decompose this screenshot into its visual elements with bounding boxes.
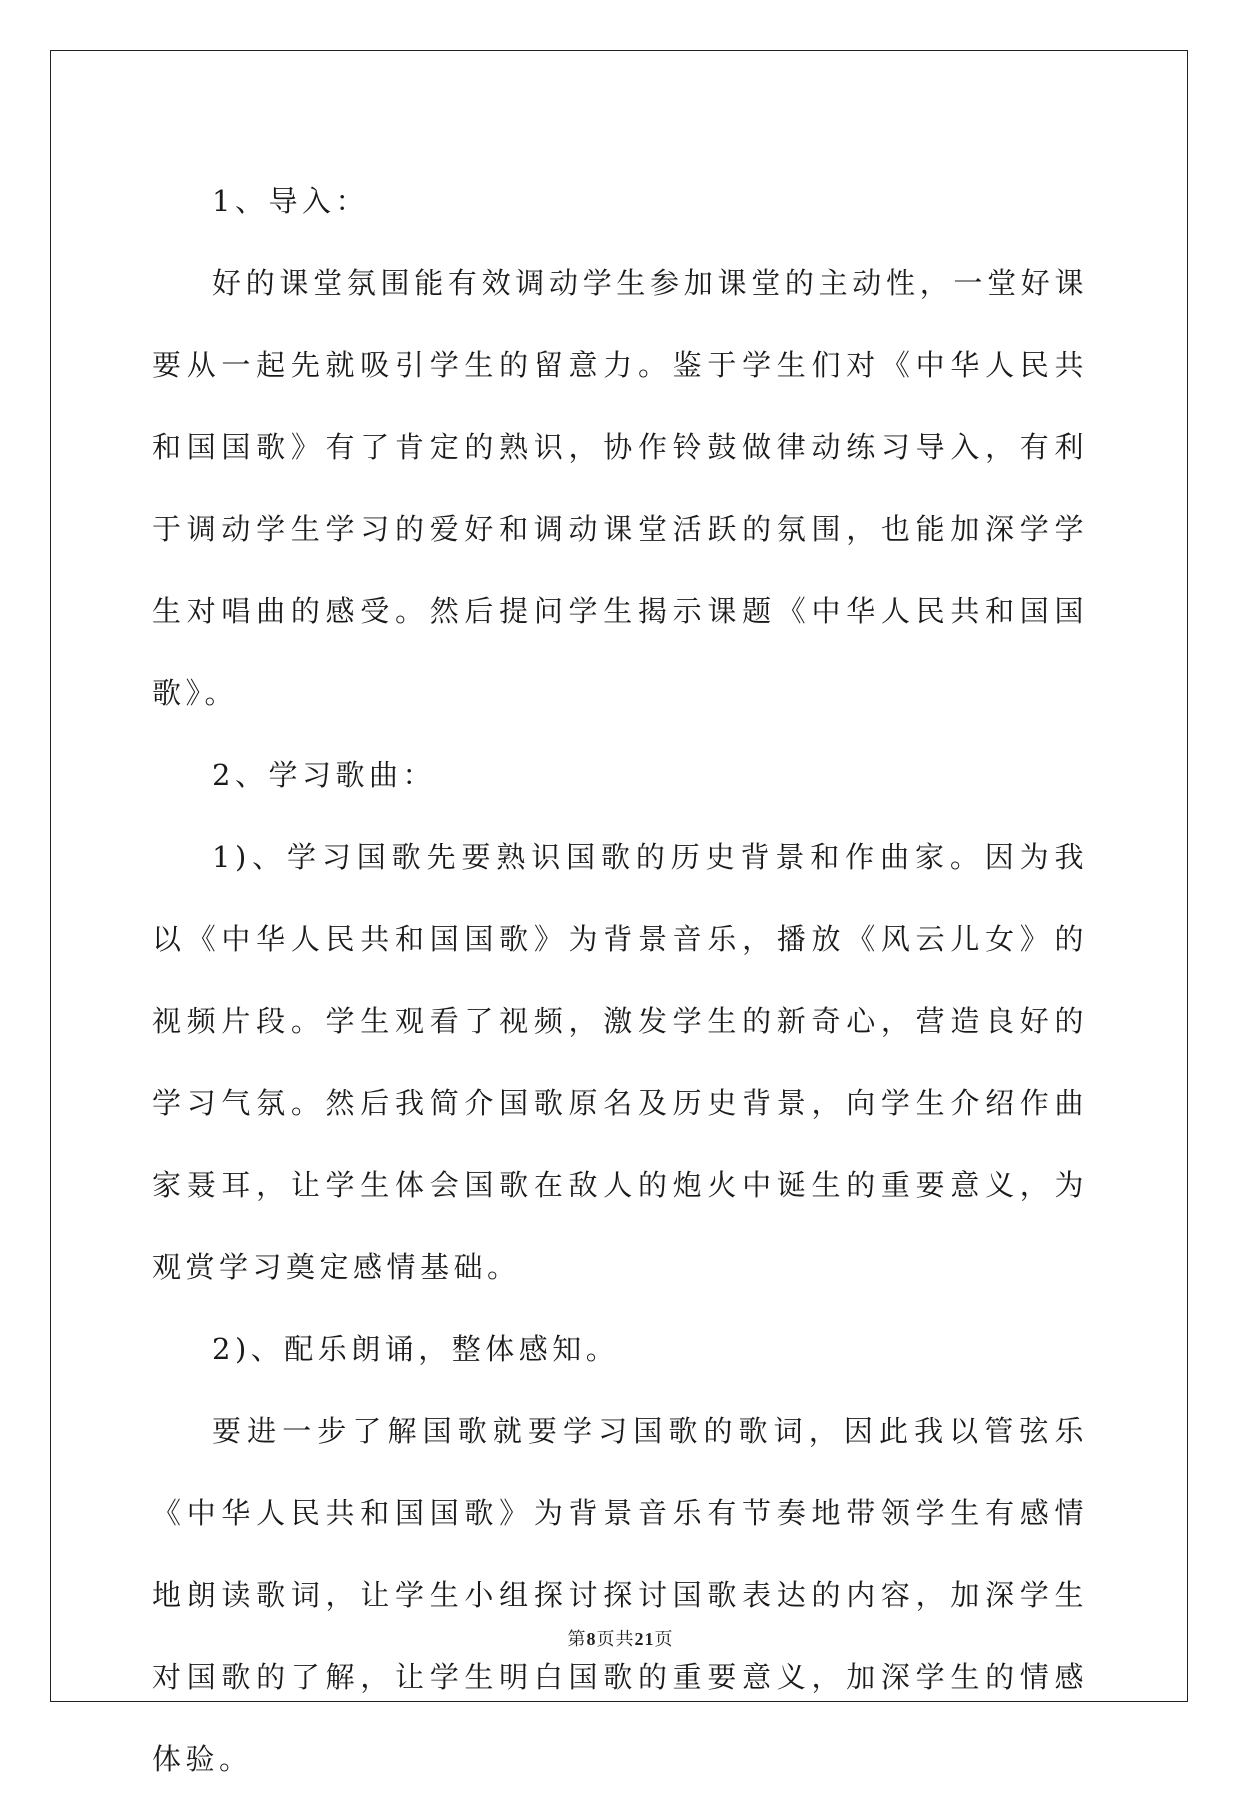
footer-prefix: 第 — [567, 1629, 587, 1650]
heading-recitation: 2)、配乐朗诵，整体感知。 — [212, 1332, 620, 1366]
footer-page-suffix: 页 — [596, 1629, 616, 1650]
paragraph-lyrics: 要进一步了解国歌就要学习国歌的歌词，因此我以管弦乐《中华人民共和国国歌》为背景音乐有节奏地带领学生有感情地朗读歌词，让学生小组探讨探讨国歌表达的内容，加深学生对国歌的了解，让学生明白国歌的重要意义，加深学生的情感体验。 — [152, 1414, 1088, 1776]
footer-total-prefix: 共 — [615, 1629, 635, 1650]
page-footer — [0, 1625, 1241, 1651]
heading-intro: 1、导入： — [212, 184, 369, 218]
paragraph-intro: 好的课堂氛围能有效调动学生参加课堂的主动性，一堂好课要从一起先就吸引学生的留意力。鉴于学生们对《中华人民共和国国歌》有了肯定的熟识，协作铃鼓做律动练习导入，有利于调动学生学习的爱好和调动课堂活跃的氛围，也能加深学学生对唱曲的感受。然后提问学生揭示课题《中华人民共和国国歌》。 — [152, 266, 1088, 710]
page-number: 8 — [586, 1629, 597, 1649]
heading-learn-song: 2、学习歌曲： — [212, 758, 436, 792]
paragraph-background: 1)、学习国歌先要熟识国歌的历史背景和作曲家。因为我以《中华人民共和国国歌》为背景音乐，播放《风云儿女》的视频片段。学生观看了视频，激发学生的新奇心，营造良好的学习气氛。然后我简介国歌原名及历史背景，向学生介绍作曲家聂耳，让学生体会国歌在敌人的炮火中诞生的重要意义，为观赏学习奠定感情基础。 — [152, 840, 1088, 1284]
footer-total-suffix: 页 — [654, 1629, 674, 1650]
document-body — [152, 160, 1088, 1800]
total-pages: 21 — [634, 1629, 655, 1649]
